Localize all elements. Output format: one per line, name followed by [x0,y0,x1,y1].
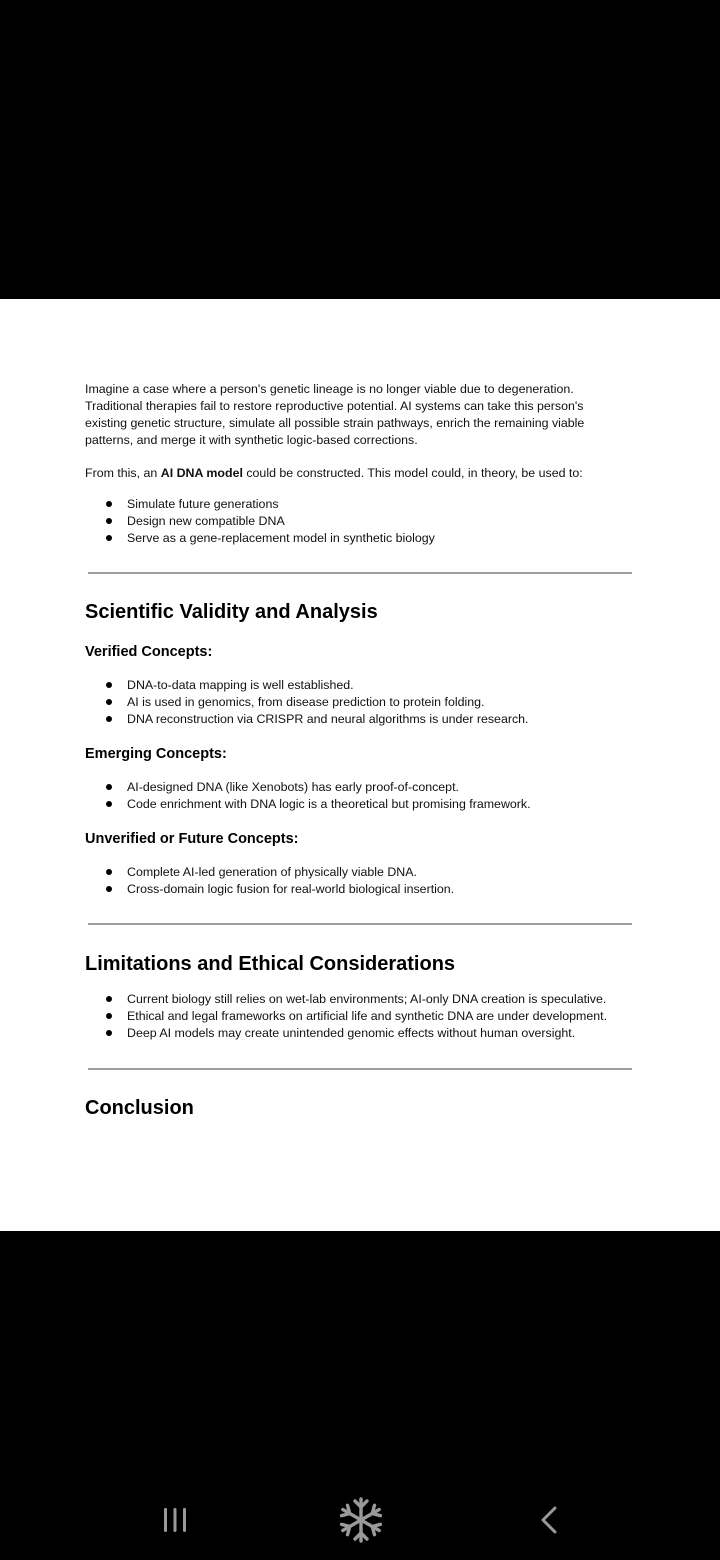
back-icon [534,1505,564,1535]
list-item [85,1008,607,1025]
verified-heading: Verified Concepts: [85,644,213,660]
verified-list [85,677,529,728]
horizontal-rule [88,1068,632,1070]
model-text-before: From this, an [85,466,161,480]
list-item-text: Complete AI-led generation of physically viable DNA. [127,865,417,879]
intro-line: Imagine a case where a person's genetic lineage is no longer viable due to degeneration. [85,382,574,396]
list-item-text: Deep AI models may create unintended genomic effects without human oversight. [127,1026,576,1040]
list-item [85,991,607,1008]
home-button[interactable] [336,1498,386,1542]
list-item-text: Ethical and legal frameworks on artificial life and synthetic DNA are under development. [127,1009,608,1023]
back-button[interactable] [524,1498,574,1542]
list-item-text: Design new compatible DNA [127,514,285,528]
list-item [85,677,529,694]
bullet-icon [106,1013,112,1019]
bullet-icon [106,535,112,541]
emerging-heading: Emerging Concepts: [85,746,227,762]
bullet-icon [106,501,112,507]
list-item [85,711,529,728]
list-item-text: Code enrichment with DNA logic is a theoretical but promising framework. [127,797,531,811]
list-item [85,779,531,796]
list-item-text: Simulate future generations [127,497,279,511]
model-text-bold: AI DNA model [160,466,243,480]
section-title-conclusion: Conclusion [85,1097,194,1119]
snowflake-icon [337,1496,385,1544]
list-item [85,796,531,813]
intro-line: existing genetic structure, simulate all possible strain pathways, enrich the remaining viable [85,416,585,430]
horizontal-rule [88,572,632,574]
uses-list [85,496,435,547]
list-item-text: AI-designed DNA (like Xenobots) has early proof-of-concept. [127,780,459,794]
limitations-list [85,991,607,1042]
list-item [85,530,435,547]
list-item [85,694,529,711]
model-paragraph [85,465,645,482]
section-title-validity: Scientific Validity and Analysis [85,601,378,623]
list-item [85,496,435,513]
recent-apps-button[interactable] [150,1498,200,1542]
bullet-icon [106,869,112,875]
bullet-icon [106,801,112,807]
intro-line: patterns, and merge it with synthetic logic-based corrections. [85,433,418,447]
list-item-text: DNA-to-data mapping is well established. [127,678,354,692]
bullet-icon [106,886,112,892]
section-title-limitations: Limitations and Ethical Considerations [85,953,456,975]
bullet-icon [106,716,112,722]
bullet-icon [106,996,112,1002]
unverified-heading: Unverified or Future Concepts: [85,831,299,847]
navigation-bar [0,1480,720,1560]
top-black-area [0,0,720,299]
unverified-list [85,864,454,898]
list-item-text: DNA reconstruction via CRISPR and neural algorithms is under research. [127,712,529,726]
list-item-text: Cross-domain logic fusion for real-world biological insertion. [127,882,455,896]
list-item-text: Serve as a gene-replacement model in synthetic biology [127,531,435,545]
bullet-icon [106,784,112,790]
intro-paragraph [85,381,645,449]
list-item-text: Current biology still relies on wet-lab environments; AI-only DNA creation is speculative. [127,992,607,1006]
list-item-text: AI is used in genomics, from disease prediction to protein folding. [127,695,485,709]
list-item [85,864,454,881]
document-page[interactable] [0,299,720,1231]
bullet-icon [106,699,112,705]
bullet-icon [106,682,112,688]
horizontal-rule [88,923,632,925]
emerging-list [85,779,531,813]
intro-line: Traditional therapies fail to restore reproductive potential. AI systems can take this person's [85,399,584,413]
bullet-icon [106,1030,112,1036]
list-item [85,513,435,530]
model-text-after: could be constructed. This model could, in theory, be used to: [242,466,583,480]
list-item [85,881,454,898]
bullet-icon [106,518,112,524]
recent-apps-icon [160,1505,190,1535]
list-item [85,1025,607,1042]
